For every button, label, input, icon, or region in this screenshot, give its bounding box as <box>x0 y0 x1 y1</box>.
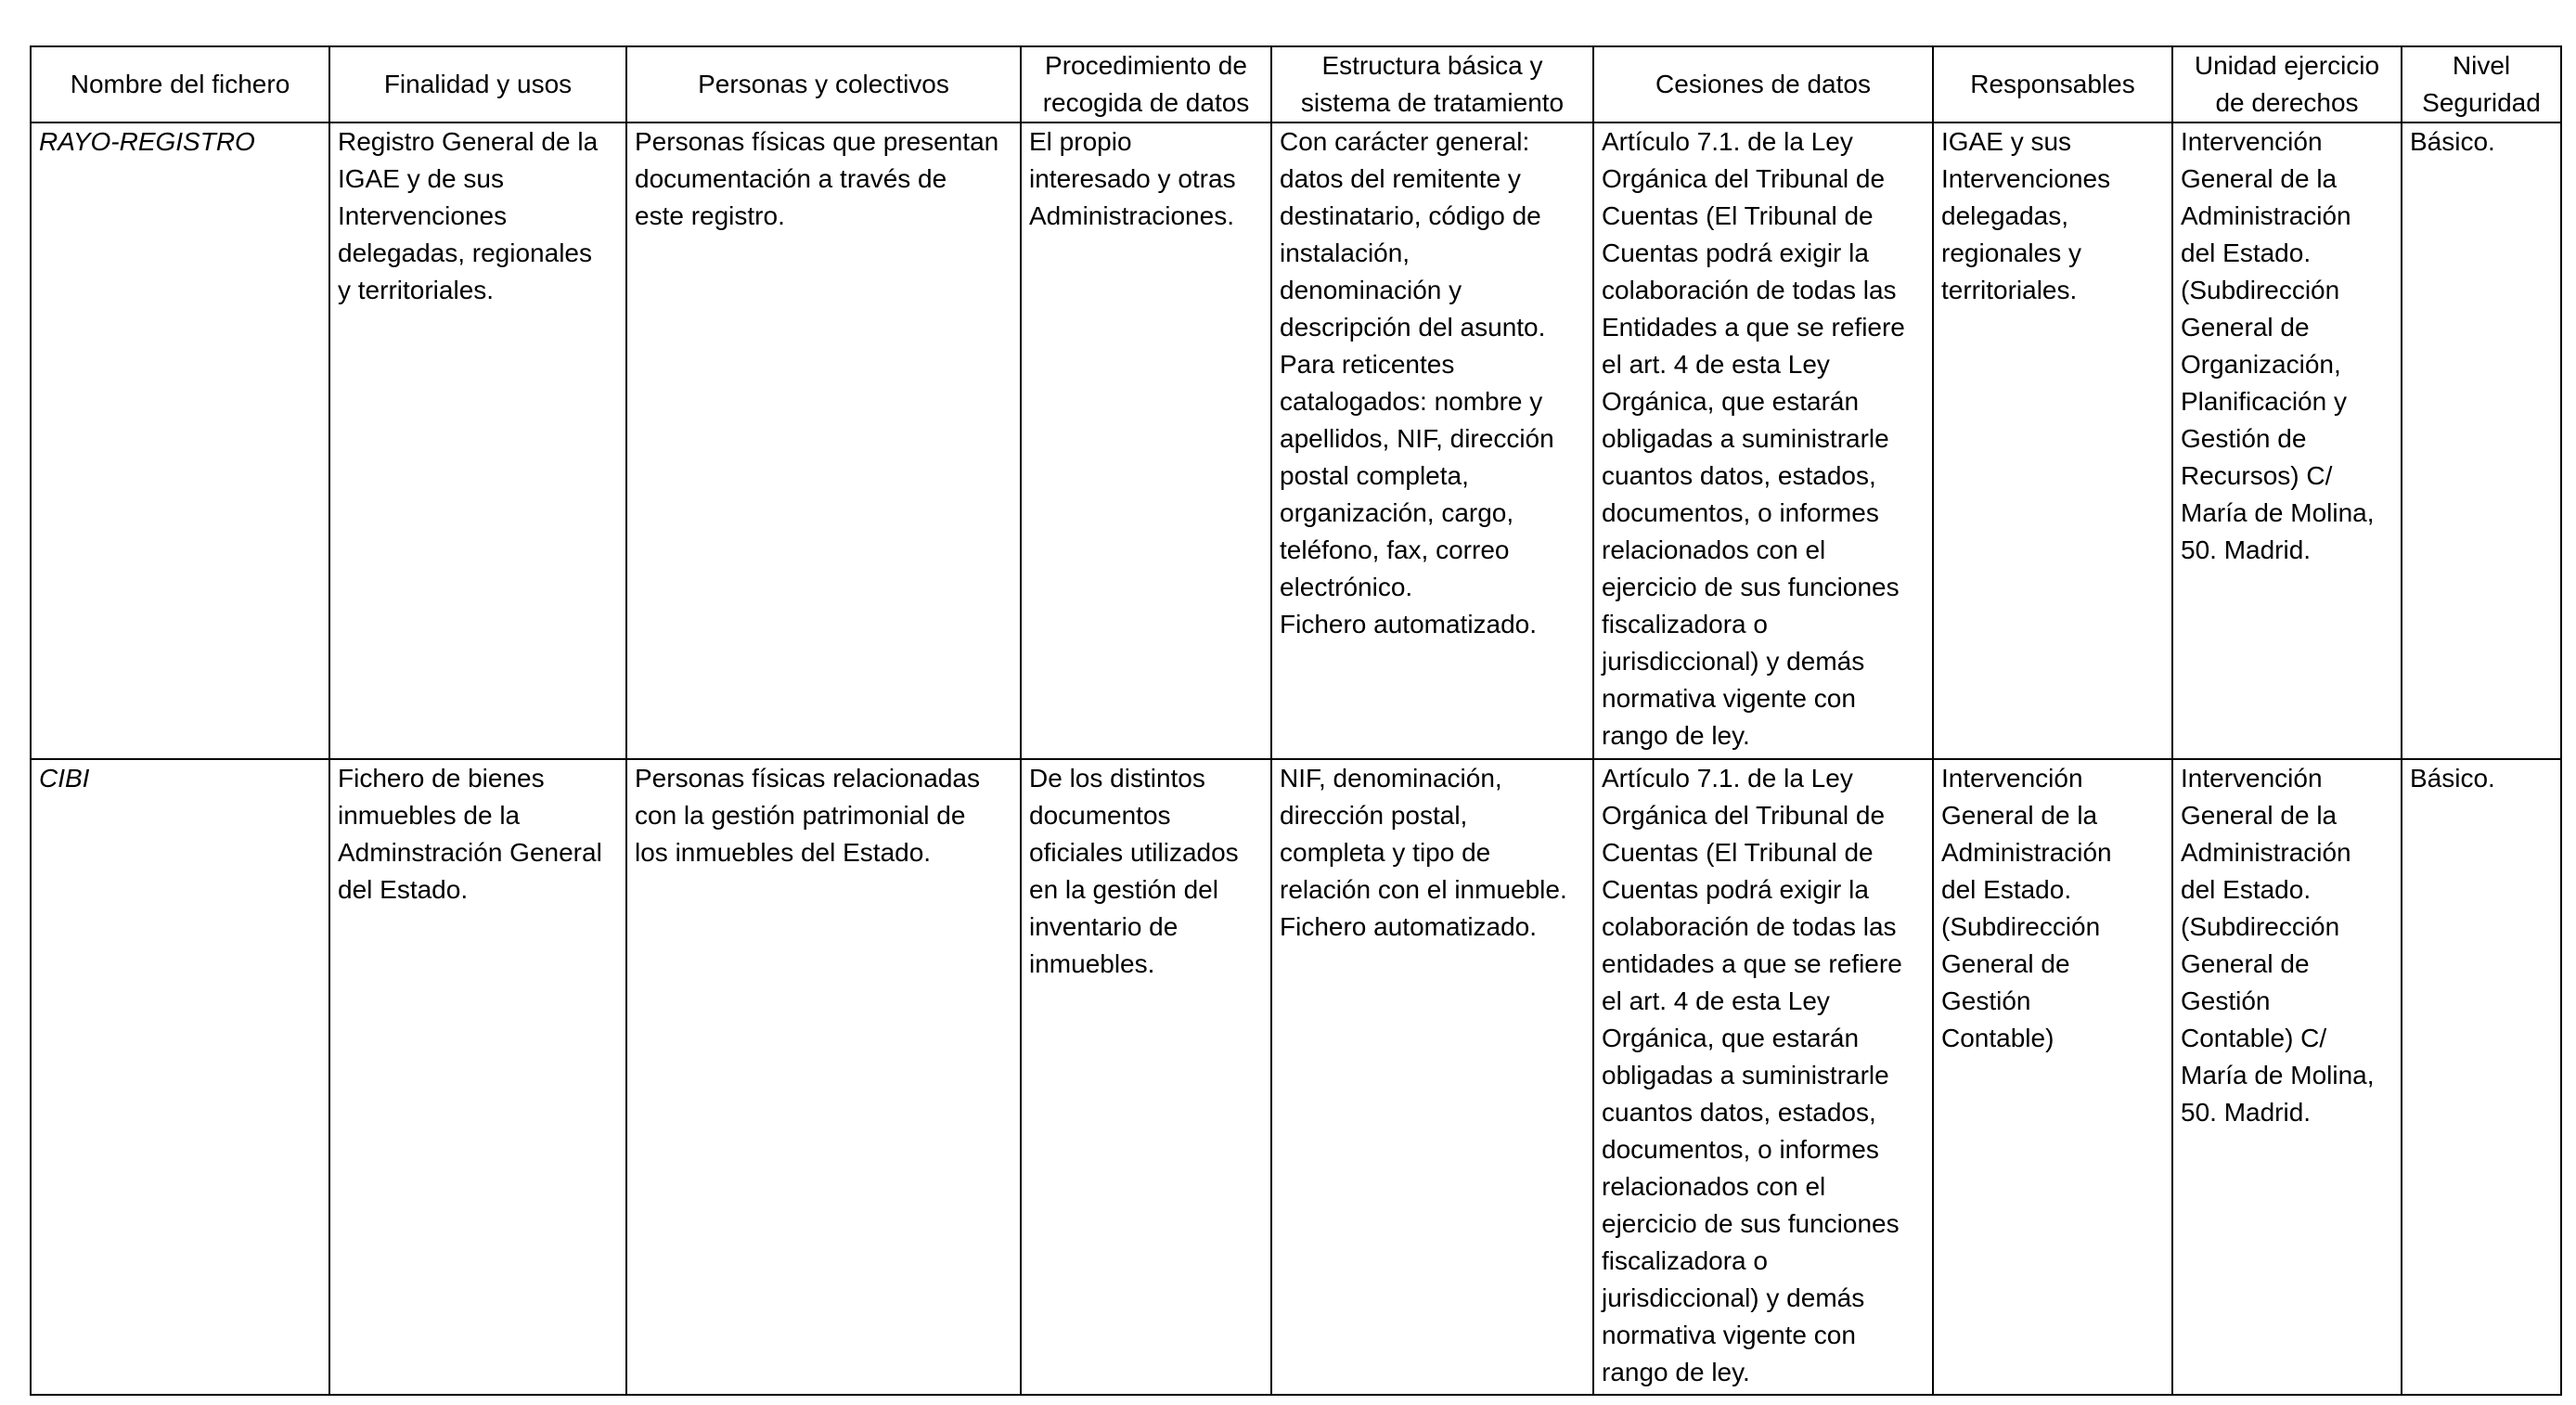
cell-responsables: Intervención General de la Administración del Estado. (Subdirección General de Gestión Contable) <box>1933 759 2172 1395</box>
header-nombre: Nombre del fichero <box>31 46 329 122</box>
cell-nivel: Básico. <box>2402 759 2561 1395</box>
cell-nombre: RAYO-REGISTRO <box>31 122 329 759</box>
table-row <box>31 759 2561 1395</box>
cell-procedimiento: De los distintos documentos oficiales utilizados en la gestión del inventario de inmuebles. <box>1021 759 1271 1395</box>
cell-estructura: Con carácter general: datos del remitente y destinatario, código de instalación, denominación y descripción del asunto. Para reticentes catalogados: nombre y apellidos, NIF, dirección postal completa, organización, cargo, teléfono, fax, correo electrónico. Fichero automatizado. <box>1271 122 1593 759</box>
cell-finalidad: Fichero de bienes inmuebles de la Adminstración General del Estado. <box>329 759 626 1395</box>
cell-nombre: CIBI <box>31 759 329 1395</box>
ficheros-table <box>30 45 2562 1396</box>
header-row <box>31 46 2561 122</box>
cell-procedimiento: El propio interesado y otras Administraciones. <box>1021 122 1271 759</box>
header-finalidad: Finalidad y usos <box>329 46 626 122</box>
cell-nivel: Básico. <box>2402 122 2561 759</box>
cell-finalidad: Registro General de la IGAE y de sus Intervenciones delegadas, regionales y territoriales. <box>329 122 626 759</box>
cell-personas: Personas físicas relacionadas con la gestión patrimonial de los inmuebles del Estado. <box>626 759 1021 1395</box>
header-estructura: Estructura básica y sistema de tratamiento <box>1271 46 1593 122</box>
cell-unidad: Intervención General de la Administración del Estado. (Subdirección General de Gestión Contable) C/ María de Molina, 50. Madrid. <box>2172 759 2402 1395</box>
table-body <box>31 122 2561 1395</box>
cell-unidad: Intervención General de la Administración del Estado. (Subdirección General de Organización, Planificación y Gestión de Recursos) C/ María de Molina, 50. Madrid. <box>2172 122 2402 759</box>
table-header <box>31 46 2561 122</box>
header-procedimiento: Procedimiento de recogida de datos <box>1021 46 1271 122</box>
header-unidad: Unidad ejercicio de derechos <box>2172 46 2402 122</box>
header-responsables: Responsables <box>1933 46 2172 122</box>
table-row <box>31 122 2561 759</box>
cell-personas: Personas físicas que presentan documentación a través de este registro. <box>626 122 1021 759</box>
cell-estructura: NIF, denominación, dirección postal, completa y tipo de relación con el inmueble. Fichero automatizado. <box>1271 759 1593 1395</box>
cell-cesiones: Artículo 7.1. de la Ley Orgánica del Tribunal de Cuentas (El Tribunal de Cuentas podrá exigir la colaboración de todas las entidades a que se refiere el art. 4 de esta Ley Orgánica, que estarán obligadas a suministrarle cuantos datos, estados, documentos, o informes relacionados con el ejercicio de sus funciones fiscalizadora o jurisdiccional) y demás normativa vigente con rango de ley. <box>1593 759 1933 1395</box>
header-nivel: Nivel Seguridad <box>2402 46 2561 122</box>
cell-responsables: IGAE y sus Intervenciones delegadas, regionales y territoriales. <box>1933 122 2172 759</box>
cell-cesiones: Artículo 7.1. de la Ley Orgánica del Tribunal de Cuentas (El Tribunal de Cuentas podrá exigir la colaboración de todas las Entidades a que se refiere el art. 4 de esta Ley Orgánica, que estarán obligadas a suministrarle cuantos datos, estados, documentos, o informes relacionados con el ejercicio de sus funciones fiscalizadora o jurisdiccional) y demás normativa vigente con rango de ley. <box>1593 122 1933 759</box>
header-personas: Personas y colectivos <box>626 46 1021 122</box>
header-cesiones: Cesiones de datos <box>1593 46 1933 122</box>
